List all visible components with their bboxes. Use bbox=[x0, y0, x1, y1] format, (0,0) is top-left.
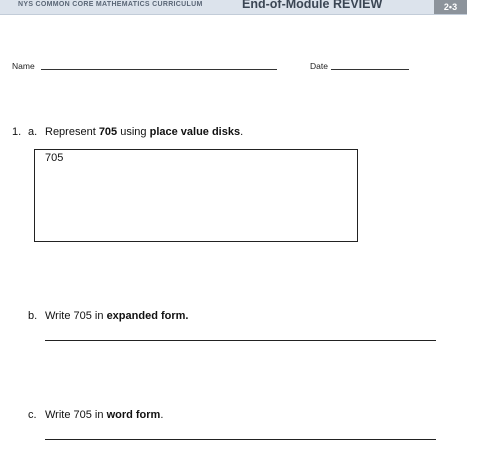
part-a-prompt: Represent 705 using place value disks. bbox=[45, 126, 244, 138]
part-b-letter: b. bbox=[28, 310, 38, 322]
name-field[interactable] bbox=[41, 69, 277, 70]
part-c-letter: c. bbox=[28, 409, 37, 421]
place-value-disks-answer-box[interactable] bbox=[34, 149, 358, 242]
part-b-prompt: Write 705 in expanded form. bbox=[45, 310, 189, 322]
name-label: Name bbox=[12, 61, 35, 71]
module-tag: 2•3 bbox=[434, 0, 467, 14]
word-form-answer-line[interactable] bbox=[45, 439, 436, 440]
part-a-letter: a. bbox=[28, 126, 38, 138]
header-bar bbox=[0, 0, 467, 15]
module-title: End-of-Module REVIEW bbox=[242, 0, 383, 11]
question-number: 1. bbox=[12, 126, 22, 138]
date-field[interactable] bbox=[331, 69, 409, 70]
date-label: Date bbox=[310, 61, 328, 71]
expanded-form-answer-line[interactable] bbox=[45, 340, 436, 341]
part-c-prompt: Write 705 in word form. bbox=[45, 409, 164, 421]
curriculum-label: NYS COMMON CORE MATHEMATICS CURRICULUM bbox=[18, 1, 203, 8]
box-answer-text: 705 bbox=[45, 152, 64, 164]
